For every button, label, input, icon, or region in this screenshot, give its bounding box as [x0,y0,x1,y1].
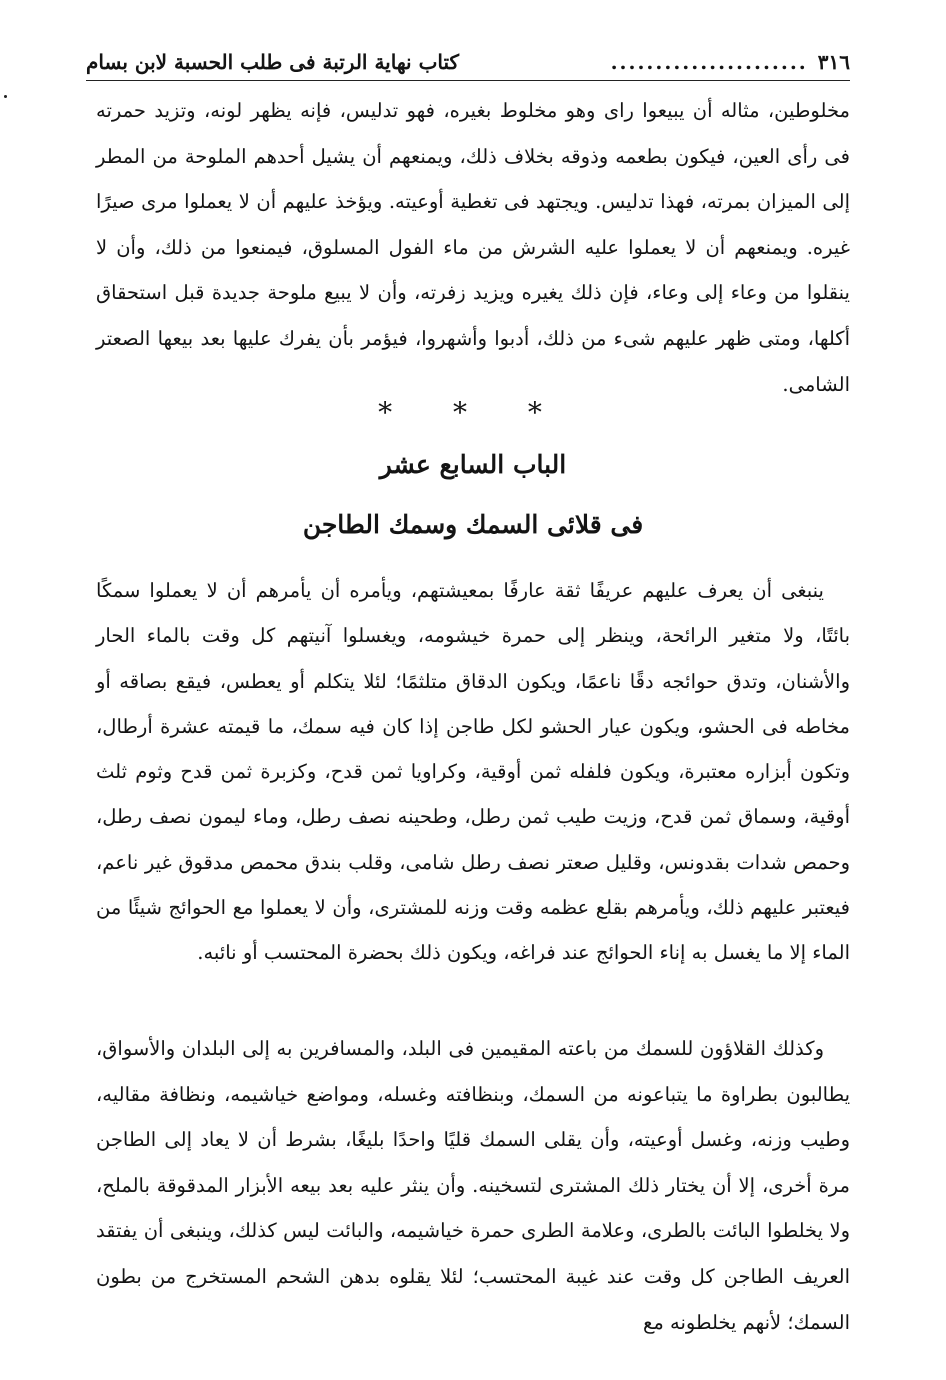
chapter-body-continued [96,1026,850,1345]
paragraph: وكذلك القلاؤون للسمك من باعته المقيمين فى البلد، والمسافرين به إلى البلدان والأسواق، يطالبون بطراوة ما يتباعونه من السمك، وبنظافته وغسله، ومواضع خياشيمه، ونظافة مقاليه، وطيب وزنه، وغسل أوعيته، وأن يقلى السمك قليًا واحدًا بليغًا، بشرط أن لا يعاد إلى الطاجن مرة أخرى، إلا أن يختار ذلك المشترى لتسخينه. وأن ينثر عليه بعد بيعه الأبزار المدقوقة بالملح، ولا يخلطوا البائت بالطرى، وعلامة الطرى حمرة خياشيمه، والبائت ليس كذلك، وينبغى أن يفتقد العريف الطاجن كل وقت عند غيبة المحتسب؛ لئلا يقلوه بدهن الشحم المستخرج من بطون السمك؛ لأنهم يخلطونه مع [96,1037,850,1334]
paragraph: ينبغى أن يعرف عليهم عريفًا ثقة عارفًا بمعيشتهم، ويأمره أن يأمرهم أن لا يعملوا سمكًا بائتًا، ولا متغير الرائحة، وينظر إلى حمرة خيشومه، ويغسلوا آنيتهم كل وقت بالماء الحار والأشنان، وتدق حوائجه دقًا ناعمًا، ويكون الدقاق متلثمًا؛ لئلا يتكلم أو يعطس، فيقع بصاقه أو مخاطه فى الحشو، ويكون عيار الحشو لكل طاجن إذا كان فيه سمك، ما قيمته عشرة أرطال، وتكون أبزاره معتبرة، ويكون فلفله ثمن أوقية، وكراويا ثمن قدح، وكزبرة ثمن قدح وثوم ثلث أوقية، وسماق ثمن قدح، وزيت طيب ثمن رطل، وطحينه نصف رطل، وماء ليمون نصف رطل، وحمص شدات بقدونس، وقليل صعتر نصف رطل شامى، وقلب بندق محمص مدقوق غير ناعم، فيعتبر عليهم ذلك، ويأمرهم بقلع عظمه وقت وزنه للمشترى، وأن لا يعملوا مع الحوائج شيئًا من الماء إلا ما يغسل به إناء الحوائج عند فراغه، ويكون ذلك بحضرة المحتسب أو نائبه. [96,579,850,965]
section-continuation [96,88,850,407]
page-header [86,42,850,82]
header-leader-dots: ...................... [610,50,808,74]
section-separator: * * * [378,396,568,429]
header-rule [86,80,850,81]
chapter-subtitle: فى قلائى السمك وسمك الطاجن [302,510,644,539]
chapter-body [96,568,850,976]
chapter-title: الباب السابع عشر [379,450,567,479]
page-number: ٣١٦ [817,50,850,74]
margin-mark [4,95,7,98]
paragraph: مخلوطين، مثاله أن يبيعوا راى وهو مخلوط بغيره، فهو تدليس، فإنه يظهر لونه، وتزيد حمرته فى رأى العين، فيكون بطعمه وذوقه بخلاف ذلك، ويمنعهم أن يشيل أحدهم الملوحة من المطر إلى الميزان بمرته، فهذا تدليس. ويجتهد فى تغطية أوعيته. ويؤخذ عليهم أن لا يعملوا مرى صيرًا غيره. ويمنعهم أن لا يعملوا عليه الشرش من ماء الفول المسلوق، فيمنعوا من ذلك، وأن لا ينقلوا من وعاء إلى وعاء، فإن ذلك يغيره ويزيد زفرته، وأن لا يبيع ملوحة جديدة قبل استحقاق أكلها، ومتى ظهر عليهم شىء من ذلك، أدبوا وأشهروا، فيؤمر بأن يفرك عليها بعد بيعها الصعتر الشامى. [96,99,850,396]
running-title: كتاب نهاية الرتبة فى طلب الحسبة لابن بسام [86,50,460,74]
